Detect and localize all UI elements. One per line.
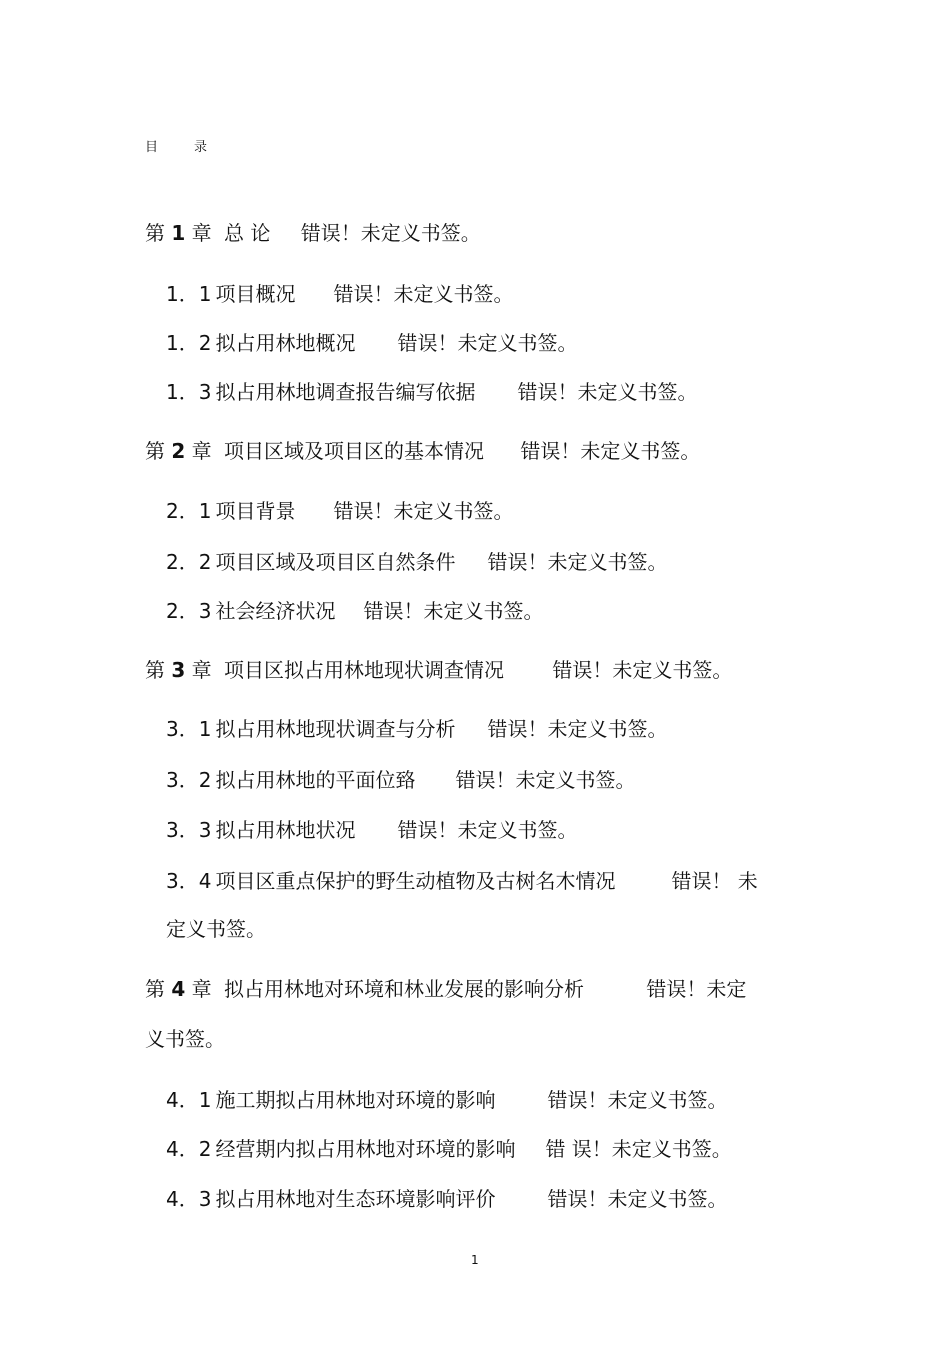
chapter-suffix: 章 (191, 977, 212, 1001)
toc-section-3-1[interactable] (166, 716, 667, 742)
section-title: 项目区域及项目区自然条件 (215, 550, 456, 574)
chapter-prefix: 第 (145, 977, 165, 1001)
toc-section-2-2[interactable] (166, 549, 667, 575)
toc-section-4-3[interactable] (166, 1186, 727, 1212)
toc-section-1-1[interactable] (166, 281, 513, 307)
bookmark-error: 错误！未定义书签。 (487, 717, 668, 741)
bookmark-error: 错 误！未定义书签。 (545, 1137, 732, 1161)
bookmark-error: 错误！未定义书签。 (363, 599, 544, 623)
chapter-title: 拟占用林地对环境和林业发展的影响分析 (224, 977, 584, 1001)
toc-heading-char-1: 目 (145, 140, 159, 155)
section-number: 2．3 (166, 599, 212, 623)
chapter-suffix: 章 (191, 658, 212, 682)
toc-section-3-4-continuation: 定义书签。 (166, 917, 266, 941)
bookmark-error: 错误！未定义书签。 (333, 499, 514, 523)
section-number: 3．3 (166, 818, 212, 842)
section-title: 拟占用林地对生态环境影响评价 (215, 1187, 496, 1211)
section-number: 3．2 (166, 768, 212, 792)
section-number: 4．1 (166, 1088, 212, 1112)
chapter-title: 总 论 (224, 221, 271, 245)
toc-section-1-2[interactable] (166, 330, 577, 356)
chapter-prefix: 第 (145, 221, 165, 245)
section-title: 社会经济状况 (215, 599, 336, 623)
bookmark-error: 错误！未定义书签。 (397, 818, 578, 842)
chapter-prefix: 第 (145, 439, 165, 463)
toc-heading-char-2: 录 (194, 140, 208, 155)
section-title: 拟占用林地状况 (215, 818, 356, 842)
section-title: 施工期拟占用林地对环境的影响 (215, 1088, 496, 1112)
toc-section-3-2[interactable] (166, 767, 635, 793)
section-title: 拟占用林地调查报告编写依据 (215, 380, 476, 404)
toc-section-3-3[interactable] (166, 817, 577, 843)
toc-section-4-1[interactable] (166, 1087, 727, 1113)
section-title: 项目概况 (215, 282, 296, 306)
toc-chapter-2[interactable] (145, 438, 700, 464)
toc-section-3-4[interactable] (166, 868, 758, 894)
section-title: 经营期内拟占用林地对环境的影响 (215, 1137, 516, 1161)
section-number: 2．2 (166, 550, 212, 574)
toc-chapter-3[interactable] (145, 657, 732, 683)
toc-section-2-3[interactable] (166, 598, 543, 624)
section-number: 1．3 (166, 380, 212, 404)
section-number: 1．2 (166, 331, 212, 355)
chapter-number: 2 (171, 439, 186, 463)
toc-heading (145, 136, 207, 155)
chapter-number: 1 (171, 221, 186, 245)
bookmark-error: 错误！未定义书签。 (487, 550, 668, 574)
page-number: 1 (471, 1253, 479, 1267)
bookmark-error: 错误！未定 (646, 977, 747, 1001)
chapter-prefix: 第 (145, 658, 165, 682)
toc-section-1-3[interactable] (166, 379, 697, 405)
section-title: 项目背景 (215, 499, 296, 523)
section-number: 1．1 (166, 282, 212, 306)
section-title: 拟占用林地现状调查与分析 (215, 717, 456, 741)
chapter-title: 项目区拟占用林地现状调查情况 (224, 658, 504, 682)
bookmark-error: 错误！未定义书签。 (455, 768, 636, 792)
bookmark-error: 错误！未定义书签。 (520, 439, 701, 463)
toc-chapter-4-continuation: 义书签。 (145, 1027, 225, 1051)
bookmark-error: 错误！未定义书签。 (552, 658, 733, 682)
section-number: 4．3 (166, 1187, 212, 1211)
bookmark-error: 错误！未定义书签。 (547, 1088, 728, 1112)
bookmark-error: 错误！未定义书签。 (333, 282, 514, 306)
chapter-suffix: 章 (191, 439, 212, 463)
bookmark-error: 错误！未定义书签。 (300, 221, 481, 245)
chapter-number: 4 (171, 977, 186, 1001)
section-title: 拟占用林地的平面位臵 (215, 768, 416, 792)
section-number: 2．1 (166, 499, 212, 523)
section-number: 3．4 (166, 869, 212, 893)
toc-chapter-4[interactable] (145, 976, 746, 1002)
section-title: 拟占用林地概况 (215, 331, 356, 355)
chapter-number: 3 (171, 658, 186, 682)
toc-section-2-1[interactable] (166, 498, 513, 524)
section-number: 4．2 (166, 1137, 212, 1161)
toc-chapter-1[interactable] (145, 220, 481, 246)
bookmark-error: 错误！ 未 (671, 869, 758, 893)
toc-section-4-2[interactable] (166, 1136, 732, 1162)
chapter-suffix: 章 (191, 221, 212, 245)
section-number: 3．1 (166, 717, 212, 741)
bookmark-error: 错误！未定义书签。 (397, 331, 578, 355)
section-title: 项目区重点保护的野生动植物及古树名木情况 (215, 869, 616, 893)
bookmark-error: 错误！未定义书签。 (517, 380, 698, 404)
chapter-title: 项目区域及项目区的基本情况 (224, 439, 484, 463)
bookmark-error: 错误！未定义书签。 (547, 1187, 728, 1211)
